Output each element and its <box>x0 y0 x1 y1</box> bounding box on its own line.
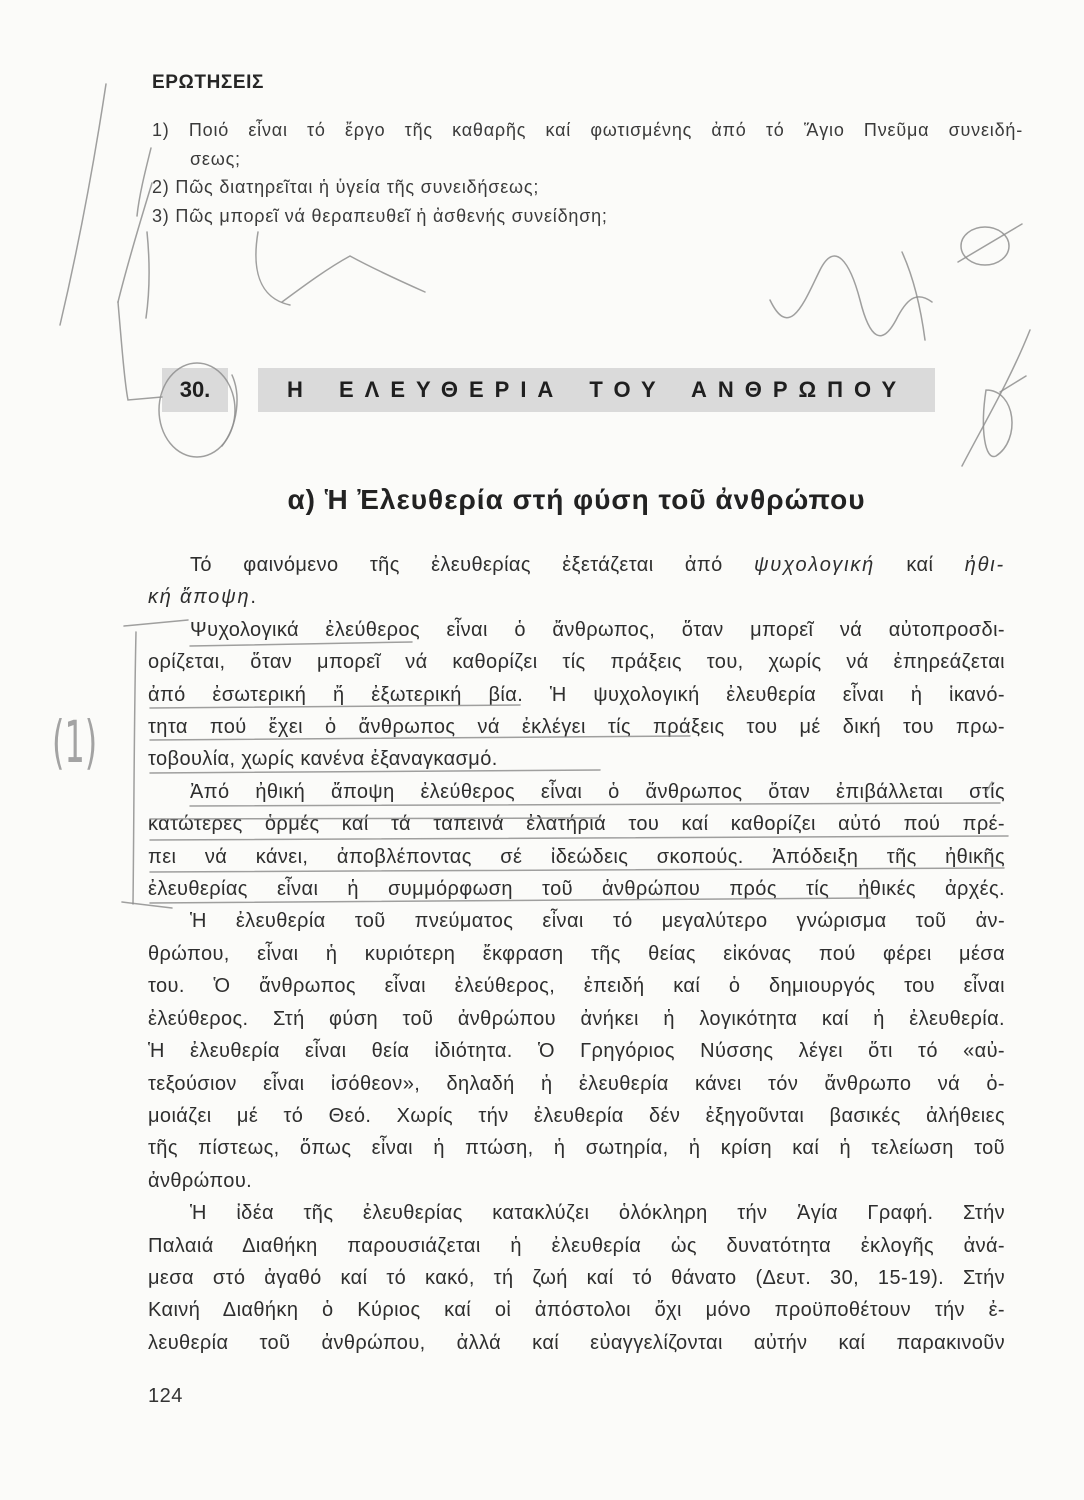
body-text <box>148 549 1005 1359</box>
body-line: Καινή Διαθήκη ὁ Κύριος καί οἱ ἀπόστολοι ὄχι μόνο προϋποθέτουν τήν ἐ- <box>148 1299 1005 1322</box>
body-text-run: καί <box>906 554 934 576</box>
pencil-stroke <box>961 227 1009 265</box>
body-line: Ἡ ἐλευθερία εἶναι θεία ἰδιότητα. Ὁ Γρηγόριος Νύσσης λέγει ὅτι τό «αὐ- <box>148 1040 1005 1063</box>
body-text-run: Τό φαινόμενο τῆς ἐλευθερίας ἐξετάζεται ἀπό <box>190 554 723 576</box>
pencil-stroke <box>983 390 1012 457</box>
body-line: ἀνθρώπου. <box>148 1169 253 1192</box>
question-line: 3) Πῶς μπορεῖ νά θεραπευθεῖ ἡ ἀσθενής συνείδηση; <box>152 206 608 227</box>
pencil-stroke <box>146 232 149 318</box>
pencil-stroke <box>1000 376 1026 392</box>
question-line: σεως; <box>190 148 241 169</box>
pencil-stroke <box>770 256 932 336</box>
body-line: ορίζεται, ὅταν μπορεῖ νά καθορίζει τίς πράξεις του, χωρίς νά ἐπηρεάζεται <box>148 651 1005 674</box>
chapter-number: 30. <box>179 377 211 402</box>
pencil-stroke <box>133 632 136 904</box>
body-line: Ἀπό ἠθική ἄποψη ἐλεύθερος εἶναι ὁ ἄνθρωπος ὅταν ἐπιβάλλεται στίς <box>190 780 1005 803</box>
chapter-title: Η ΕΛΕΥΘΕΡΙΑ ΤΟΥ ΑΝΘΡΩΠΟΥ <box>287 377 908 402</box>
body-line: τεξούσιον εἶναι ἰσόθεον», δηλαδή ἡ ἐλευθερία κάνει τόν ἄνθρωπο νά ὁ- <box>148 1072 1005 1095</box>
body-line: του. Ὁ ἄνθρωπος εἶναι ἐλεύθερος, ἐπειδή καί ὁ δημιουργός του εἶναι <box>148 975 1005 998</box>
body-line: μεσα στό ἀγαθό καί τό κακό, τή ζωή καί τό θάνατο (Δευτ. 30, 15-19). Στήν <box>148 1266 1005 1289</box>
questions-list <box>152 116 1023 231</box>
body-line: τῆς πίστεως, ὅπως εἶναι ἡ πτώση, ἡ σωτηρία, ἡ κρίση καί ἡ τελείωση τοῦ <box>148 1137 1005 1160</box>
chapter-title-band <box>258 368 935 412</box>
pencil-stroke <box>962 330 1030 466</box>
body-line: μοιάζει μέ τό Θεό. Χωρίς τήν ἐλευθερία δέν ἐξηγοῦνται βασικές ἀλήθειες <box>148 1104 1005 1127</box>
body-line: ἐλευθερίας εἶναι ἡ συμμόρφωση τοῦ ἀνθρώπου πρός τίς ἠθικές ἀρχές. <box>148 878 1005 901</box>
body-line: πει νά κάνει, ἀποβλέποντας σέ ἰδεώδεις σκοπούς. Ἀπόδειξη τῆς ἠθικῆς <box>148 845 1005 868</box>
body-line: τητα πού ἔχει ὁ ἄνθρωπος νά ἐκλέγει τίς πράξεις του μέ δική του πρω- <box>148 716 1005 739</box>
pencil-stroke <box>118 183 152 302</box>
pencil-stroke <box>902 252 925 340</box>
pencil-stroke <box>60 84 106 325</box>
emphasis-text: ἠθι- <box>964 554 1005 576</box>
body-line: ἀπό ἐσωτερική ἤ ἐξωτερική βία. Ἡ ψυχολογική ἐλευθερία εἶναι ἡ ἱκανό- <box>148 683 1005 706</box>
chapter-number-box <box>162 368 228 412</box>
body-line <box>148 549 1005 581</box>
question-line: 2) Πῶς διατηρεῖται ἡ ὑγεία τῆς συνειδήσεως; <box>152 177 540 198</box>
body-line: θρώπου, εἶναι ἡ κυριότερη ἔκφραση τῆς θείας εἰκόνας πού φέρει μέσα <box>148 942 1005 965</box>
body-line: λευθερία τοῦ ἀνθρώπου, ἀλλά καί εὐαγγελίζονται αὐτήν καί παρακινοῦν <box>148 1331 1005 1354</box>
pencil-stroke <box>256 232 290 305</box>
body-line: τοβουλία, χωρίς κανένα ἐξαναγκασμό. <box>148 748 498 771</box>
questions-title: ΕΡΩΤΗΣΕΙΣ <box>152 72 265 93</box>
body-line: Ψυχολογικά ἐλεύθερος εἶναι ὁ ἄνθρωπος, ὅταν μπορεῖ νά αὐτοπροσδι- <box>190 618 1005 641</box>
body-text-run: . <box>250 586 257 609</box>
section-title: α) Ἡ Ἐλευθερία στή φύση τοῦ ἀνθρώπου <box>287 484 866 515</box>
body-line: ἐλεύθερος. Στή φύση τοῦ ἀνθρώπου ἀνήκει ἡ λογικότητα καί ἡ ἐλευθερία. <box>148 1007 1005 1030</box>
pencil-stroke <box>137 148 151 216</box>
body-line <box>148 581 1005 613</box>
body-line: Ἡ ἰδέα τῆς ἐλευθερίας κατακλύζει ὁλόκληρη τήν Ἁγία Γραφή. Στήν <box>190 1202 1005 1225</box>
pencil-stroke <box>118 302 162 400</box>
emphasis-text: κή ἄποψη <box>148 586 251 609</box>
body-line: Ἡ ἐλευθερία τοῦ πνεύματος εἶναι τό μεγαλύτερο γνώρισμα τοῦ ἀν- <box>190 910 1005 933</box>
emphasis-text: ψυχολογική <box>753 554 876 576</box>
pencil-stroke <box>282 256 425 302</box>
page-number: 124 <box>148 1385 183 1407</box>
body-line: Παλαιά Διαθήκη παρουσιάζεται ἡ ἐλευθερία ὡς δυνατότητα ἐκλογῆς ἀνά- <box>148 1234 1005 1257</box>
body-line: κατώτερες ὁρμές καί τά ταπεινά ἐλατήριά του καί καθορίζει αὐτό πού πρέ- <box>148 813 1005 836</box>
question-line: 1) Ποιό εἶναι τό ἔργο τῆς καθαρῆς καί φωτισμένης ἀπό τό Ἅγιο Πνεῦμα συνειδή- <box>152 120 1023 140</box>
margin-mark: (1) <box>52 708 98 776</box>
